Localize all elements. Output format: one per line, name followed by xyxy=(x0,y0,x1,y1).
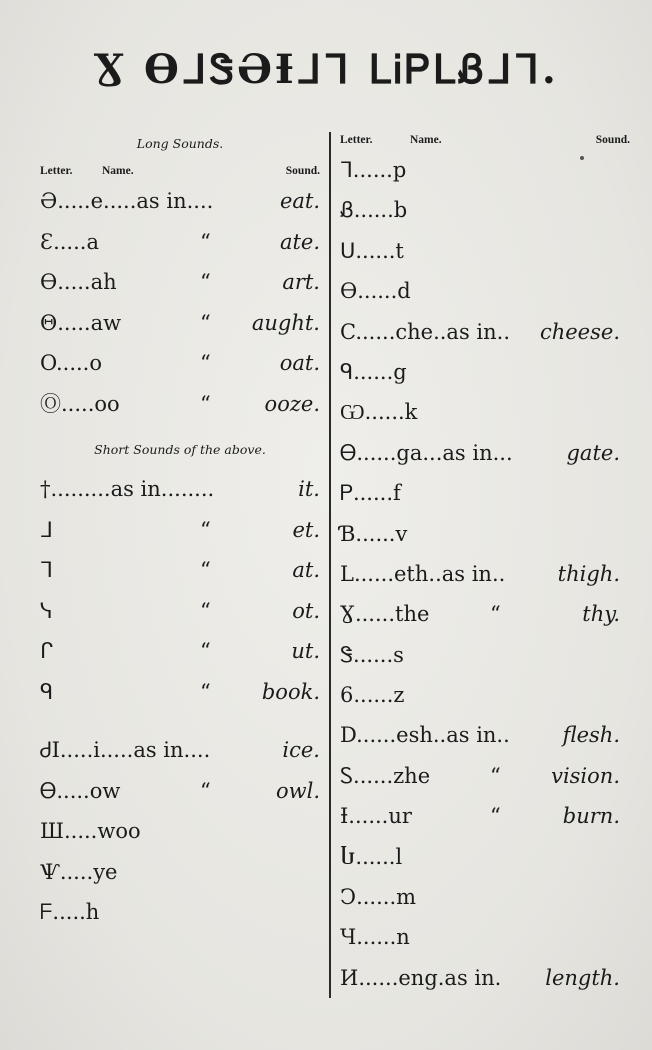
ditto-mark: “ xyxy=(490,804,501,829)
sound-example: it. xyxy=(298,477,320,501)
list-item xyxy=(40,262,320,303)
sound-example: vision. xyxy=(551,763,620,788)
list-item xyxy=(40,811,320,852)
letter-and-name: Ꮥ......s xyxy=(340,642,404,667)
sound-example: thigh. xyxy=(557,561,620,586)
header-name: Name. xyxy=(410,134,442,146)
list-item xyxy=(40,730,320,771)
letter-and-name: ᏧⅠ.....i.....as in.... xyxy=(40,738,211,762)
list-item xyxy=(340,514,620,554)
letter-and-name: Ɨ......ur xyxy=(340,804,412,829)
sound-example: thy. xyxy=(582,602,620,627)
header-sound: Sound. xyxy=(285,165,320,177)
letter-and-name: Θ.....aw xyxy=(40,310,122,335)
sound-example: at. xyxy=(292,558,320,582)
ditto-mark: “ xyxy=(200,598,211,623)
sound-example: ut. xyxy=(291,639,320,663)
ditto-mark: “ xyxy=(200,639,211,663)
letter-and-name: C......che..as in.. xyxy=(340,319,510,344)
right-column xyxy=(340,128,630,998)
list-item xyxy=(40,852,320,893)
long-sounds-list xyxy=(40,181,320,424)
letter-and-name: ᒣ......p xyxy=(340,158,407,182)
letter-and-name: ᑌ......t xyxy=(340,238,404,263)
letter-and-name: Ꮎ.....ow xyxy=(40,778,121,803)
column-divider xyxy=(329,132,331,998)
ditto-mark: “ xyxy=(200,517,211,542)
header-sound: Sound. xyxy=(595,134,630,146)
letter-and-name: Ꮲ......f xyxy=(340,481,401,506)
letter-and-name: 6......z xyxy=(340,683,405,708)
list-item xyxy=(340,312,620,352)
list-item xyxy=(340,352,620,392)
letter-and-name: O.....o xyxy=(40,351,103,375)
ditto-mark: “ xyxy=(200,558,211,582)
list-item xyxy=(40,181,320,222)
letter-and-name: Ⓞ.....oo xyxy=(40,391,120,416)
list-item xyxy=(340,231,620,271)
list-item xyxy=(40,222,320,263)
header-letter: Letter. xyxy=(40,165,73,177)
consonants-list xyxy=(340,150,620,998)
letter-and-name: Ɛ.....a xyxy=(40,229,99,254)
list-item xyxy=(40,631,320,672)
ditto-mark: “ xyxy=(200,351,211,375)
list-item xyxy=(40,892,320,933)
page-title: Ɣ ƟᒧᏕƏƗᒧᒣ ᒪᎥᏢᒪᏰᒧᒣ. xyxy=(93,46,559,93)
list-item xyxy=(340,756,620,796)
list-item xyxy=(40,550,320,591)
ditto-mark: “ xyxy=(200,391,211,416)
letter-and-name: Ш.....woo xyxy=(40,819,141,843)
letter-and-name: Ɣ......the xyxy=(340,602,430,627)
left-column xyxy=(40,128,320,933)
list-item xyxy=(340,473,620,513)
letter-and-name: ᓭ xyxy=(40,598,53,623)
ditto-mark: “ xyxy=(200,679,211,704)
sound-example: owl. xyxy=(275,778,320,803)
sound-example: ice. xyxy=(282,738,320,762)
list-item xyxy=(340,594,620,634)
letter-and-name: ᖴ.....h xyxy=(40,900,100,924)
short-sounds-heading: Short Sounds of the above. xyxy=(94,442,266,457)
sound-example: burn. xyxy=(562,804,620,829)
ditto-mark: “ xyxy=(490,763,501,788)
letter-and-name: ᑫ......g xyxy=(340,359,407,384)
sound-example: gate. xyxy=(566,440,620,465)
letter-and-name: ᑫ xyxy=(40,679,54,704)
list-item xyxy=(340,150,620,190)
list-item xyxy=(340,433,620,473)
letter-and-name: Ѱ.....ye xyxy=(40,859,118,884)
letter-and-name: Ч......n xyxy=(340,925,410,950)
list-item xyxy=(340,877,620,917)
left-column-headers xyxy=(40,165,320,181)
long-sounds-heading: Long Sounds. xyxy=(136,136,224,151)
list-item xyxy=(40,384,320,425)
list-item xyxy=(340,392,620,432)
list-item xyxy=(40,672,320,713)
list-item xyxy=(340,635,620,675)
letter-and-name: Ѡ......k xyxy=(340,400,418,425)
sound-example: ate. xyxy=(279,229,320,254)
list-item xyxy=(340,271,620,311)
letter-and-name: Ɵ......d xyxy=(340,279,411,304)
list-item xyxy=(40,343,320,384)
sound-example: aught. xyxy=(251,310,320,335)
list-item xyxy=(40,303,320,344)
header-letter: Letter. xyxy=(340,134,373,146)
ditto-mark: “ xyxy=(490,602,501,627)
letter-and-name: ᒧ xyxy=(40,517,53,542)
letter-and-name: ᒋ xyxy=(40,639,54,663)
sound-example: book. xyxy=(261,679,320,704)
list-item xyxy=(40,591,320,632)
ditto-mark: “ xyxy=(200,310,211,335)
letter-and-name: Ɵ.....ah xyxy=(40,270,117,294)
sound-example: length. xyxy=(545,965,620,990)
header-name: Name. xyxy=(102,165,134,177)
sound-example: oat. xyxy=(279,351,320,375)
list-item xyxy=(340,837,620,877)
sound-example: cheese. xyxy=(539,319,620,344)
sound-example: et. xyxy=(292,517,320,542)
sound-example: flesh. xyxy=(562,723,620,748)
letter-and-name: Ɓ......v xyxy=(340,521,408,546)
sound-example: eat. xyxy=(279,189,320,213)
list-item xyxy=(340,190,620,230)
list-item xyxy=(340,958,620,998)
ditto-mark: “ xyxy=(200,229,211,254)
list-item xyxy=(40,510,320,551)
sound-example: ooze. xyxy=(264,391,320,416)
diphthongs-list xyxy=(40,730,320,933)
letter-and-name: D......esh..as in.. xyxy=(340,723,510,748)
list-item xyxy=(340,796,620,836)
letter-and-name: †.........as in........ xyxy=(40,477,215,501)
letter-and-name: Ⴑ......l xyxy=(340,844,403,869)
ditto-mark: “ xyxy=(200,778,211,803)
letter-and-name: L......eth..as in.. xyxy=(340,561,506,586)
sound-example: ot. xyxy=(292,598,320,623)
ditto-mark: “ xyxy=(200,270,211,294)
list-item xyxy=(40,771,320,812)
right-column-headers xyxy=(340,134,630,150)
letter-and-name: Ꮪ......zhe xyxy=(340,763,431,788)
list-item xyxy=(340,715,620,755)
letter-and-name: И......eng.as in. xyxy=(340,965,502,990)
sound-example: art. xyxy=(282,270,320,294)
letter-and-name: Ᏸ......b xyxy=(340,198,408,223)
letter-and-name: Ə.....e.....as in.... xyxy=(40,189,214,213)
short-sounds-list xyxy=(40,469,320,712)
letter-and-name: ᒣ xyxy=(40,558,53,582)
letter-and-name: Ↄ......m xyxy=(340,885,417,910)
list-item xyxy=(40,469,320,510)
letter-and-name: Ꮎ......ga...as in... xyxy=(340,440,513,465)
list-item xyxy=(340,675,620,715)
list-item xyxy=(340,917,620,957)
list-item xyxy=(340,554,620,594)
